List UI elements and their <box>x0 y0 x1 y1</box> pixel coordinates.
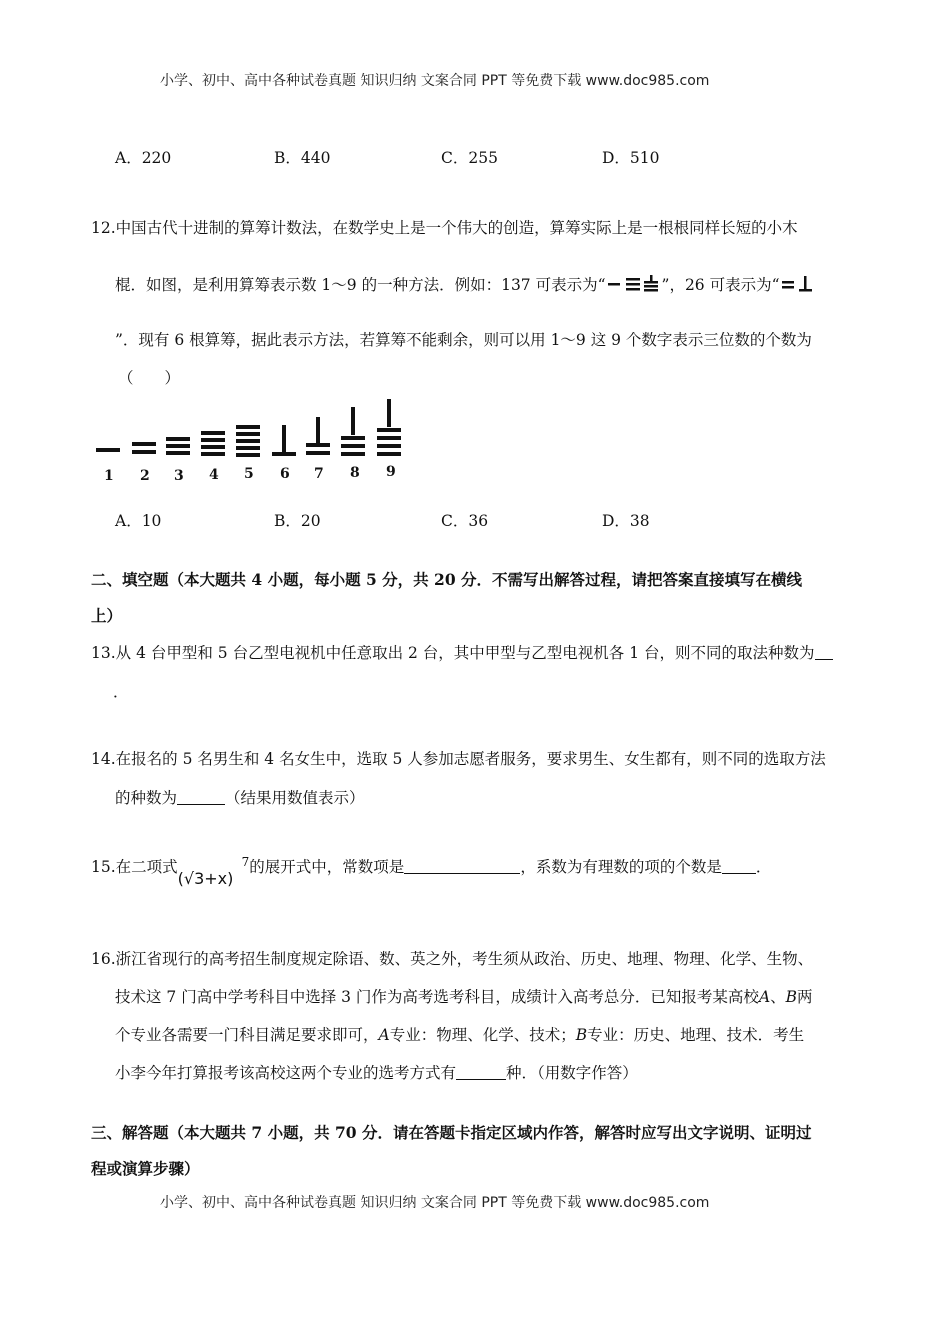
q14-line1: 14.在报名的 5 名男生和 4 名女生中，选取 5 人参加志愿者服务，要求男生、女生都有，则不同的选取方法 <box>91 750 826 768</box>
q12-line1: 12.中国古代十进制的算筹计数法，在数学史上是一个伟大的创造，算筹实际上是一根根同样长短的小木 <box>91 219 798 237</box>
counting-rods-figure <box>90 395 420 495</box>
q11-option-c: C．255 <box>441 149 498 167</box>
q16-line4-part2: 种．（用数字作答） <box>506 1064 638 1082</box>
q12-line2 <box>115 272 816 295</box>
q14-line2 <box>115 786 365 808</box>
q16-line3-part1: 个专业各需要一门科目满足要求即可， <box>115 1026 379 1044</box>
q16-line3-part2: 专业：物理、化学、技术； <box>389 1026 576 1044</box>
page-footer: 小学、初中、高中各种试卷真题 知识归纳 文案合同 PPT 等免费下载 www.doc985.com <box>160 1195 710 1211</box>
rod-label-6: 6 <box>280 466 290 482</box>
q15-exponent: 7 <box>241 855 250 869</box>
q16-line2 <box>115 985 813 1007</box>
rod-label-9: 9 <box>386 464 396 480</box>
rod-1-icon <box>96 448 120 452</box>
section3-title-line1: 三、解答题（本大题共 7 小题，共 70 分．请在答题卡指定区域内作答，解答时应写出文字说明、证明过 <box>91 1123 812 1142</box>
rod-label-8: 8 <box>350 465 360 481</box>
q13-question: 13.从 4 台甲型和 5 台乙型电视机中任意取出 2 台，其中甲型与乙型电视机各 1 台，则不同的取法种数为 <box>91 644 815 662</box>
page-header: 小学、初中、高中各种试卷真题 知识归纳 文案合同 PPT 等免费下载 www.doc985.com <box>160 73 710 89</box>
rod-label-4: 4 <box>209 467 219 483</box>
rod-label-2: 2 <box>140 468 150 484</box>
q15-end: ． <box>755 858 772 877</box>
rod-label-3: 3 <box>174 468 184 484</box>
q12-option-b: B．20 <box>274 512 321 530</box>
section2-title-line2: 上） <box>91 606 123 625</box>
q15-formula: (√3+x) <box>177 869 234 889</box>
q15-answer-blank-2 <box>722 857 756 874</box>
q12-line3: ”．现有 6 根算筹，据此表示方法，若算筹不能剩余，则可以用 1～9 这 9 个数字表示三位数的个数为 <box>115 331 812 349</box>
q15-pre: 15.在二项式 <box>91 858 178 877</box>
rod-label-5: 5 <box>244 466 254 482</box>
q11-option-b: B．440 <box>274 149 331 167</box>
section3-title-line2: 程或演算步骤） <box>91 1159 200 1178</box>
q16-sep: 、 <box>770 988 786 1006</box>
rod-26-icon <box>780 272 816 294</box>
q16-major-b: B <box>785 988 798 1006</box>
q16-line3-part3: 专业：历史、地理、技术．考生 <box>587 1026 805 1044</box>
q16-line4 <box>115 1061 638 1083</box>
q15-line <box>91 855 771 888</box>
q15-mid2: ，系数为有理数的项的个数是 <box>520 858 722 877</box>
q11-option-d: D．510 <box>602 149 660 167</box>
q16-major-a-2: A <box>378 1026 390 1044</box>
q13-end: ． <box>113 683 129 701</box>
q13-text <box>91 641 833 663</box>
q14-line2-part2: （结果用数值表示） <box>225 789 365 807</box>
rod-137-icon <box>606 272 662 294</box>
q12-line2-part1: 棍．如图，是利用算筹表示数 1～9 的一种方法．例如：137 可表示为“ <box>115 276 606 294</box>
q14-line2-part1: 的种数为 <box>115 789 178 807</box>
q16-line3 <box>115 1023 804 1045</box>
q12-option-a: A．10 <box>115 512 162 530</box>
q16-major-a: A <box>758 988 771 1006</box>
q16-line2-part1: 技术这 7 门高中学考科目中选择 3 门作为高考选考科目，成绩计入高考总分．已知报考某高校 <box>115 988 759 1006</box>
q12-option-c: C．36 <box>441 512 489 530</box>
q11-option-a: A．220 <box>115 149 172 167</box>
q15-answer-blank-1 <box>404 857 520 874</box>
q16-line1: 16.浙江省现行的高考招生制度规定除语、数、英之外，考生须从政治、历史、地理、物理、化学、生物、 <box>91 950 814 968</box>
section2-title-line1: 二、填空题（本大题共 4 小题，每小题 5 分，共 20 分．不需写出解答过程，请把答案直接填写在横线 <box>91 570 803 589</box>
q15-mid: 的展开式中，常数项是 <box>249 858 405 877</box>
q16-line2-part2: 两 <box>797 988 813 1006</box>
q16-major-b-2: B <box>575 1026 588 1044</box>
rod-label-1: 1 <box>104 468 114 484</box>
q12-line2-part2: ”，26 可表示为“ <box>661 276 780 294</box>
rod-label-7: 7 <box>314 466 324 482</box>
q16-answer-blank <box>456 1063 506 1080</box>
q12-option-d: D．38 <box>602 512 650 530</box>
q12-paren: （ ） <box>118 369 181 387</box>
q13-answer-blank <box>815 643 833 660</box>
q16-line4-part1: 小李今年打算报考该高校这两个专业的选考方式有 <box>115 1064 457 1082</box>
q14-answer-blank <box>177 788 225 805</box>
